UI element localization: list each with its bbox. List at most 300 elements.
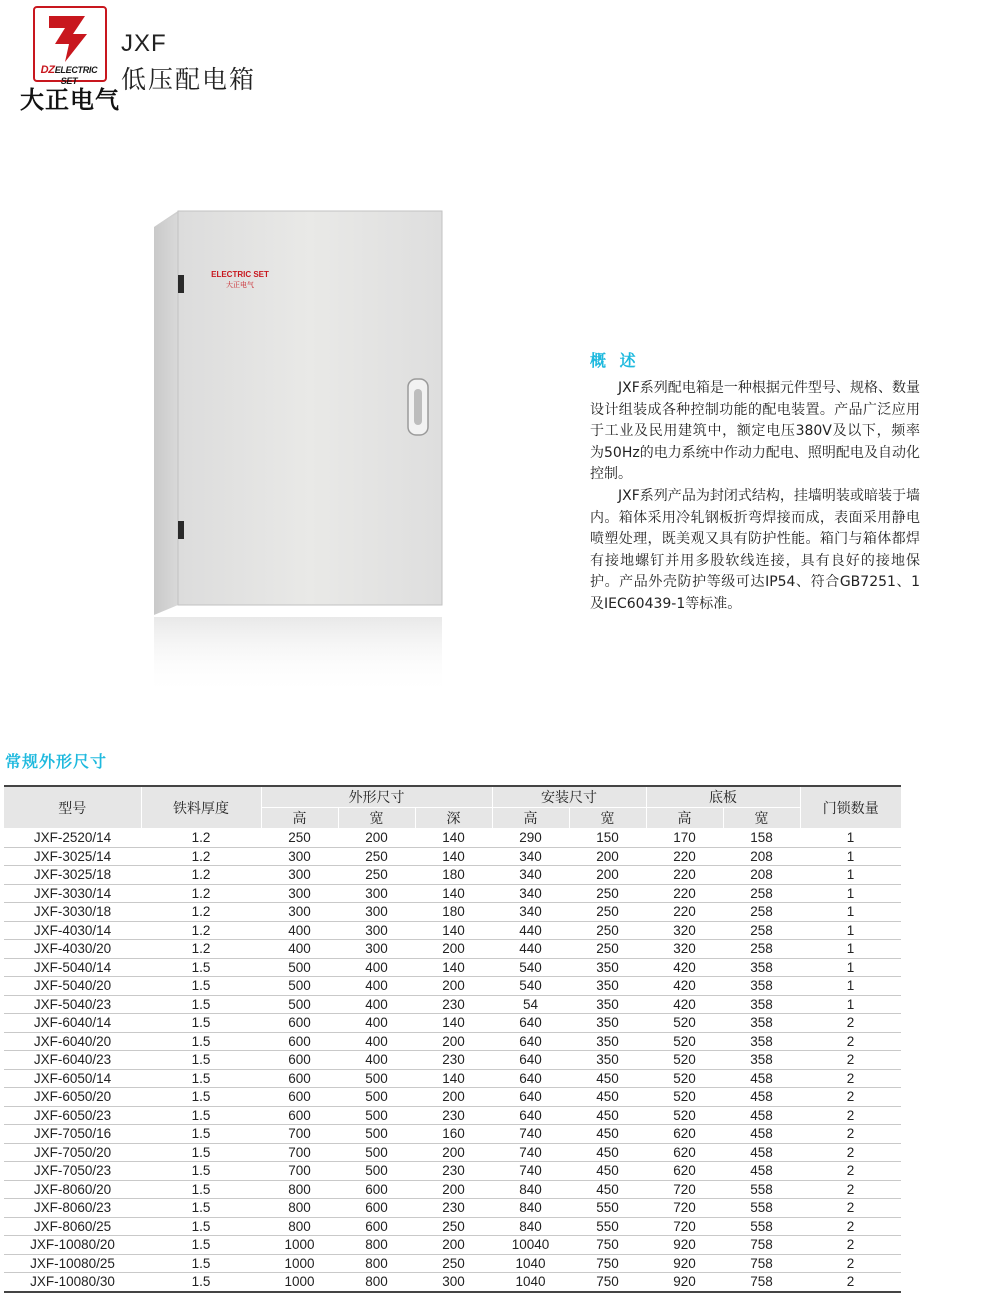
logo-brand-text: ELECTRIC SET: [54, 65, 98, 86]
table-cell: JXF-6040/20: [4, 1032, 141, 1051]
table-cell: 640: [492, 1106, 569, 1125]
table-cell: 558: [723, 1199, 800, 1218]
table-cell: JXF-6040/14: [4, 1014, 141, 1033]
table-cell: 520: [646, 1106, 723, 1125]
table-cell: 1.5: [141, 1162, 261, 1181]
table-cell: 230: [415, 995, 492, 1014]
table-cell: 1: [800, 903, 901, 922]
table-cell: 600: [261, 1088, 338, 1107]
table-cell: 158: [723, 829, 800, 848]
table-cell: 1.5: [141, 1069, 261, 1088]
table-cell: 1000: [261, 1273, 338, 1292]
table-cell: 720: [646, 1180, 723, 1199]
table-cell: 250: [338, 866, 415, 885]
table-row: [4, 1217, 901, 1236]
table-cell: 340: [492, 884, 569, 903]
table-row: [4, 1180, 901, 1199]
table-cell: 840: [492, 1217, 569, 1236]
table-row: [4, 1125, 901, 1144]
table-cell: 500: [261, 977, 338, 996]
table-cell: 1.2: [141, 866, 261, 885]
table-cell: JXF-7050/16: [4, 1125, 141, 1144]
table-cell: 2: [800, 1199, 901, 1218]
table-row: [4, 1032, 901, 1051]
col-header-depth: 深: [415, 808, 492, 829]
table-cell: 358: [723, 1014, 800, 1033]
table-cell: 340: [492, 847, 569, 866]
table-cell: 200: [338, 829, 415, 848]
table-cell: 200: [415, 1143, 492, 1162]
table-cell: 520: [646, 1088, 723, 1107]
table-cell: 458: [723, 1069, 800, 1088]
table-cell: 350: [569, 958, 646, 977]
table-cell: 1.5: [141, 995, 261, 1014]
table-cell: 620: [646, 1143, 723, 1162]
table-cell: 458: [723, 1143, 800, 1162]
table-cell: 620: [646, 1125, 723, 1144]
table-cell: 600: [261, 1014, 338, 1033]
table-cell: JXF-6050/20: [4, 1088, 141, 1107]
col-header-model: 型号: [4, 787, 141, 829]
table-cell: 2: [800, 1236, 901, 1255]
col-header-width: 宽: [723, 808, 800, 829]
table-cell: 350: [569, 1014, 646, 1033]
table-cell: 600: [338, 1199, 415, 1218]
product-title: 低压配电箱: [121, 65, 257, 94]
table-cell: 758: [723, 1236, 800, 1255]
door-label-cn: 大正电气: [226, 281, 254, 289]
table-cell: 258: [723, 921, 800, 940]
table-cell: 160: [415, 1125, 492, 1144]
table-cell: 340: [492, 866, 569, 885]
table-cell: JXF-10080/30: [4, 1273, 141, 1292]
table-cell: 200: [569, 866, 646, 885]
table-cell: 440: [492, 940, 569, 959]
table-cell: 550: [569, 1217, 646, 1236]
table-cell: 1.5: [141, 1032, 261, 1051]
table-cell: 200: [415, 1180, 492, 1199]
table-cell: 180: [415, 903, 492, 922]
table-cell: 2: [800, 1106, 901, 1125]
overview-paragraph: JXF系列配电箱是一种根据元件型号、规格、数量设计组装成各种控制功能的配电装置。产品广泛应用于工业及民用建筑中，额定电压380V及以下，频率为50Hz的电力系统中作动力配电、照明配电及自动化控制。: [590, 380, 920, 483]
table-row: [4, 1051, 901, 1070]
table-cell: 520: [646, 1032, 723, 1051]
dimensions-table: [4, 787, 901, 1293]
table-cell: 1: [800, 977, 901, 996]
table-cell: 400: [261, 940, 338, 959]
table-cell: 200: [415, 977, 492, 996]
table-cell: 340: [492, 903, 569, 922]
table-cell: 1.2: [141, 884, 261, 903]
table-cell: 140: [415, 921, 492, 940]
table-cell: 300: [261, 884, 338, 903]
dimensions-table-wrap: [4, 785, 901, 1293]
table-cell: 170: [646, 829, 723, 848]
table-cell: 720: [646, 1199, 723, 1218]
dimensions-table-body: [4, 829, 901, 1292]
table-cell: 920: [646, 1254, 723, 1273]
table-cell: 2: [800, 1069, 901, 1088]
table-cell: 1: [800, 829, 901, 848]
table-cell: 540: [492, 958, 569, 977]
table-cell: 2: [800, 1180, 901, 1199]
table-row: [4, 903, 901, 922]
overview-heading: 概 述: [590, 351, 640, 370]
overview-paragraph: JXF系列产品为封闭式结构，挂墙明装或暗装于墙内。箱体采用冷轧钢板折弯焊接而成，表面采用静电喷塑处理，既美观又具有防护性能。箱门与箱体都焊有接地螺钉并用多股软线连接，具有良好的接地保护。产品外壳防护等级可达IP54、符合GB7251、1及IEC60439-1等标准。: [590, 487, 920, 612]
table-cell: 1.5: [141, 1088, 261, 1107]
table-cell: 250: [569, 884, 646, 903]
table-cell: JXF-7050/20: [4, 1143, 141, 1162]
table-cell: 1.5: [141, 1106, 261, 1125]
table-cell: 140: [415, 1069, 492, 1088]
table-cell: 600: [261, 1032, 338, 1051]
table-cell: 640: [492, 1069, 569, 1088]
table-cell: 400: [261, 921, 338, 940]
table-cell: 1: [800, 940, 901, 959]
table-cell: JXF-7050/23: [4, 1162, 141, 1181]
table-row: [4, 847, 901, 866]
table-cell: 230: [415, 1051, 492, 1070]
col-header-base: 底板: [646, 787, 800, 808]
table-cell: JXF-4030/14: [4, 921, 141, 940]
table-cell: 140: [415, 829, 492, 848]
table-row: [4, 1069, 901, 1088]
table-cell: JXF-6040/23: [4, 1051, 141, 1070]
table-cell: 558: [723, 1180, 800, 1199]
table-cell: 140: [415, 847, 492, 866]
table-cell: 558: [723, 1217, 800, 1236]
table-cell: 180: [415, 866, 492, 885]
table-cell: 740: [492, 1162, 569, 1181]
table-cell: 140: [415, 884, 492, 903]
table-cell: 220: [646, 866, 723, 885]
table-cell: 500: [338, 1088, 415, 1107]
table-cell: 500: [338, 1106, 415, 1125]
table-cell: 2: [800, 1014, 901, 1033]
table-cell: 1.5: [141, 1125, 261, 1144]
table-cell: 750: [569, 1273, 646, 1292]
table-row: [4, 866, 901, 885]
table-cell: JXF-3025/14: [4, 847, 141, 866]
table-cell: 1.2: [141, 847, 261, 866]
table-row: [4, 1199, 901, 1218]
product-model: JXF: [121, 30, 167, 57]
table-row: [4, 1088, 901, 1107]
table-cell: 140: [415, 1014, 492, 1033]
table-row: [4, 977, 901, 996]
table-cell: 230: [415, 1199, 492, 1218]
table-row: [4, 940, 901, 959]
col-header-thickness: 铁料厚度: [141, 787, 261, 829]
table-cell: 450: [569, 1088, 646, 1107]
table-cell: 300: [261, 903, 338, 922]
table-cell: 400: [338, 958, 415, 977]
table-cell: 220: [646, 884, 723, 903]
table-cell: 440: [492, 921, 569, 940]
table-cell: 230: [415, 1162, 492, 1181]
table-cell: 450: [569, 1125, 646, 1144]
table-cell: 1040: [492, 1254, 569, 1273]
table-cell: 1.2: [141, 940, 261, 959]
table-cell: 600: [338, 1217, 415, 1236]
table-cell: 520: [646, 1069, 723, 1088]
table-cell: 200: [415, 1236, 492, 1255]
table-cell: 640: [492, 1014, 569, 1033]
table-cell: 350: [569, 977, 646, 996]
table-cell: 250: [338, 847, 415, 866]
table-cell: 250: [261, 829, 338, 848]
table-cell: 600: [261, 1051, 338, 1070]
table-cell: 350: [569, 995, 646, 1014]
table-cell: 800: [261, 1217, 338, 1236]
table-row: [4, 1143, 901, 1162]
table-cell: 400: [338, 995, 415, 1014]
table-cell: 250: [569, 940, 646, 959]
col-header-width: 宽: [569, 808, 646, 829]
table-cell: 2: [800, 1088, 901, 1107]
table-cell: 2: [800, 1125, 901, 1144]
table-cell: JXF-8060/20: [4, 1180, 141, 1199]
table-cell: 800: [261, 1180, 338, 1199]
table-cell: 458: [723, 1106, 800, 1125]
table-cell: 2: [800, 1143, 901, 1162]
table-cell: 420: [646, 995, 723, 1014]
table-cell: 450: [569, 1180, 646, 1199]
table-cell: 800: [338, 1254, 415, 1273]
table-cell: 358: [723, 1032, 800, 1051]
table-cell: 250: [415, 1254, 492, 1273]
table-cell: 400: [338, 1032, 415, 1051]
table-header-row: [4, 787, 901, 808]
table-cell: 220: [646, 903, 723, 922]
table-cell: JXF-3030/14: [4, 884, 141, 903]
table-cell: 1.5: [141, 1199, 261, 1218]
table-cell: 200: [569, 847, 646, 866]
col-header-width: 宽: [338, 808, 415, 829]
table-cell: 740: [492, 1143, 569, 1162]
table-cell: 450: [569, 1143, 646, 1162]
table-cell: JXF-3030/18: [4, 903, 141, 922]
col-header-height: 高: [492, 808, 569, 829]
table-cell: 600: [338, 1180, 415, 1199]
table-cell: 1.2: [141, 921, 261, 940]
table-cell: 840: [492, 1199, 569, 1218]
table-cell: 800: [338, 1236, 415, 1255]
table-cell: 700: [261, 1125, 338, 1144]
table-cell: 358: [723, 995, 800, 1014]
table-cell: 208: [723, 847, 800, 866]
table-cell: 758: [723, 1273, 800, 1292]
table-cell: 920: [646, 1236, 723, 1255]
table-cell: 1: [800, 958, 901, 977]
table-cell: 250: [415, 1217, 492, 1236]
table-cell: 758: [723, 1254, 800, 1273]
overview-body: [590, 378, 920, 616]
table-cell: 300: [338, 884, 415, 903]
table-cell: 290: [492, 829, 569, 848]
table-cell: 700: [261, 1143, 338, 1162]
table-cell: 258: [723, 884, 800, 903]
table-cell: 358: [723, 1051, 800, 1070]
table-cell: 740: [492, 1125, 569, 1144]
table-cell: 258: [723, 903, 800, 922]
table-cell: 800: [261, 1199, 338, 1218]
table-cell: 2: [800, 1217, 901, 1236]
table-cell: 300: [261, 847, 338, 866]
table-cell: 1: [800, 866, 901, 885]
table-cell: 2: [800, 1032, 901, 1051]
table-cell: 1.5: [141, 1051, 261, 1070]
table-cell: 208: [723, 866, 800, 885]
table-cell: 840: [492, 1180, 569, 1199]
logo-brand-prefix: DZ: [40, 64, 55, 76]
table-cell: 1040: [492, 1273, 569, 1292]
table-cell: 200: [415, 1032, 492, 1051]
table-cell: 300: [338, 903, 415, 922]
table-cell: 1.5: [141, 1014, 261, 1033]
table-cell: 1.2: [141, 903, 261, 922]
table-cell: 458: [723, 1125, 800, 1144]
table-row: [4, 1106, 901, 1125]
col-header-mount: 安装尺寸: [492, 787, 646, 808]
table-row: [4, 1254, 901, 1273]
table-cell: 1: [800, 995, 901, 1014]
table-cell: 720: [646, 1217, 723, 1236]
table-cell: 300: [338, 921, 415, 940]
table-cell: 1.5: [141, 1143, 261, 1162]
table-cell: 350: [569, 1051, 646, 1070]
table-cell: 540: [492, 977, 569, 996]
table-cell: 250: [569, 921, 646, 940]
table-cell: 600: [261, 1106, 338, 1125]
table-cell: 500: [338, 1125, 415, 1144]
table-cell: 250: [569, 903, 646, 922]
table-cell: JXF-6050/23: [4, 1106, 141, 1125]
table-cell: 300: [415, 1273, 492, 1292]
table-cell: 420: [646, 958, 723, 977]
table-row: [4, 1273, 901, 1292]
table-cell: 10040: [492, 1236, 569, 1255]
table-row: [4, 884, 901, 903]
table-row: [4, 829, 901, 848]
table-cell: 550: [569, 1199, 646, 1218]
table-cell: 500: [261, 995, 338, 1014]
table-cell: 420: [646, 977, 723, 996]
table-cell: 1.5: [141, 958, 261, 977]
door-label-en: ELECTRIC SET: [211, 270, 269, 279]
table-cell: 1.5: [141, 1273, 261, 1292]
table-cell: 54: [492, 995, 569, 1014]
table-cell: 1.5: [141, 1180, 261, 1199]
table-cell: 150: [569, 829, 646, 848]
table-cell: 920: [646, 1273, 723, 1292]
table-cell: 520: [646, 1051, 723, 1070]
table-cell: 320: [646, 921, 723, 940]
table-cell: 800: [338, 1273, 415, 1292]
table-cell: 620: [646, 1162, 723, 1181]
table-cell: 600: [261, 1069, 338, 1088]
table-cell: JXF-6050/14: [4, 1069, 141, 1088]
table-cell: 450: [569, 1162, 646, 1181]
table-cell: 450: [569, 1069, 646, 1088]
col-header-height: 高: [646, 808, 723, 829]
table-cell: 200: [415, 1088, 492, 1107]
table-cell: 1.5: [141, 1236, 261, 1255]
table-row: [4, 1162, 901, 1181]
table-cell: 258: [723, 940, 800, 959]
table-cell: JXF-3025/18: [4, 866, 141, 885]
dimensions-heading: 常规外形尺寸: [5, 752, 108, 771]
table-cell: 1: [800, 884, 901, 903]
col-header-locks: 门锁数量: [800, 787, 901, 829]
table-row: [4, 995, 901, 1014]
table-cell: 2: [800, 1051, 901, 1070]
table-cell: 2: [800, 1273, 901, 1292]
table-cell: JXF-5040/23: [4, 995, 141, 1014]
table-row: [4, 958, 901, 977]
table-row: [4, 921, 901, 940]
table-cell: 200: [415, 940, 492, 959]
table-cell: 450: [569, 1106, 646, 1125]
logo-brand-cn: 大正电气: [20, 86, 120, 114]
table-cell: JXF-8060/25: [4, 1217, 141, 1236]
table-cell: 458: [723, 1162, 800, 1181]
table-cell: 300: [338, 940, 415, 959]
table-cell: JXF-10080/20: [4, 1236, 141, 1255]
table-cell: 140: [415, 958, 492, 977]
table-cell: 1.2: [141, 829, 261, 848]
table-cell: JXF-4030/20: [4, 940, 141, 959]
table-cell: 1: [800, 847, 901, 866]
table-cell: 500: [338, 1143, 415, 1162]
table-cell: 350: [569, 1032, 646, 1051]
table-row: [4, 1236, 901, 1255]
table-cell: 1.5: [141, 1254, 261, 1273]
col-header-height: 高: [261, 808, 338, 829]
product-photo: [152, 205, 452, 695]
table-cell: 1000: [261, 1236, 338, 1255]
table-cell: 220: [646, 847, 723, 866]
table-cell: 1: [800, 921, 901, 940]
table-cell: 500: [261, 958, 338, 977]
table-cell: 358: [723, 958, 800, 977]
table-cell: 640: [492, 1051, 569, 1070]
table-cell: 700: [261, 1162, 338, 1181]
table-cell: 400: [338, 977, 415, 996]
table-cell: JXF-5040/14: [4, 958, 141, 977]
table-cell: 750: [569, 1254, 646, 1273]
table-cell: 1000: [261, 1254, 338, 1273]
table-cell: JXF-5040/20: [4, 977, 141, 996]
table-cell: 2: [800, 1254, 901, 1273]
table-cell: 400: [338, 1014, 415, 1033]
table-cell: JXF-2520/14: [4, 829, 141, 848]
table-cell: 1.5: [141, 977, 261, 996]
table-cell: 230: [415, 1106, 492, 1125]
table-cell: 1.5: [141, 1217, 261, 1236]
table-cell: 750: [569, 1236, 646, 1255]
table-cell: 640: [492, 1032, 569, 1051]
table-cell: JXF-8060/23: [4, 1199, 141, 1218]
table-cell: 300: [261, 866, 338, 885]
table-cell: 320: [646, 940, 723, 959]
table-cell: 458: [723, 1088, 800, 1107]
table-cell: 400: [338, 1051, 415, 1070]
table-cell: 500: [338, 1069, 415, 1088]
table-cell: 640: [492, 1088, 569, 1107]
table-row: [4, 1014, 901, 1033]
table-cell: 2: [800, 1162, 901, 1181]
